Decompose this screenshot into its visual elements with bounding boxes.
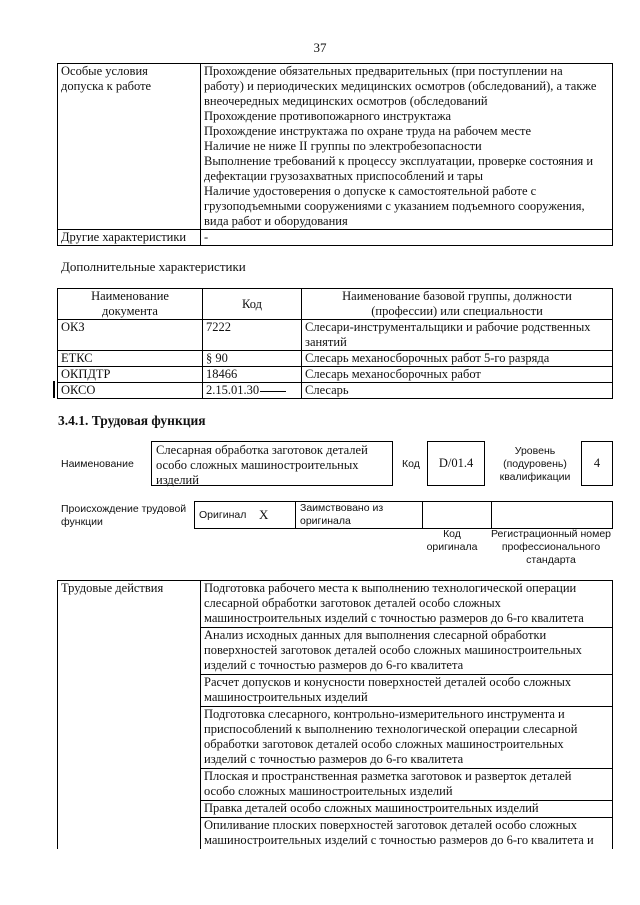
- cell-code: § 90: [203, 351, 302, 367]
- table-row: [58, 383, 613, 399]
- additional-title: Дополнительные характеристики: [61, 259, 246, 274]
- cell-doc: ОКЗ: [58, 320, 203, 351]
- cell-doc: ОКПДТР: [58, 367, 203, 383]
- labor-action-item: Подготовка рабочего места к выполнению технологической операции слесарной обработки заготовок деталей особо сложных машиностроительных изделий с точностью размеров до 6-го квалитета: [201, 581, 613, 628]
- cell-doc: ЕТКС: [58, 351, 203, 367]
- labor-action-item: Расчет допусков и конусности поверхностей деталей особо сложных машиностроительных изделий: [201, 675, 613, 707]
- cell-doc: ОКСО: [58, 383, 203, 399]
- header-name: Наименование базовой группы, должности (профессии) или специальности: [302, 289, 613, 320]
- function-code-label: Код: [402, 458, 420, 470]
- cell-name: Слесарь механосборочных работ 5-го разряда: [302, 351, 613, 367]
- special-conditions-value: Прохождение обязательных предварительных (при поступлении на работу) и периодических медицинских осмотров (обследований), а также внеочередных медицинских осмотров (обследований Прохождение противопожарного инструктажа Прохождение инструктажа по охране труда на рабочем месте Наличие не ниже II группы по электробезопасности Выполнение требований к процессу эксплуатации, проверке состояния и дефектации грузозахватных приспособлений и тары Наличие удостоверения о допуске к самостоятельной работе с грузоподъемными сооружениями с указанием подъемного сооружения, вида работ и оборудования: [201, 64, 613, 230]
- original-code-cell: [423, 502, 492, 529]
- table-row: [195, 502, 613, 529]
- labor-action-item: Опиливание плоских поверхностей заготовок деталей особо сложных машиностроительных изделий с точностью размеров до 6-го квалитета и: [201, 818, 613, 850]
- original-label: Оригинал: [195, 502, 256, 529]
- function-level-box: 4: [581, 441, 613, 486]
- labor-actions-label: Трудовые действия: [58, 581, 201, 850]
- cell-name: Слесарь: [302, 383, 613, 399]
- cell-code: 2.15.01.30: [203, 383, 302, 399]
- cell-name: Слесари-инструментальщики и рабочие родственных занятий: [302, 320, 613, 351]
- cell-name: Слесарь механосборочных работ: [302, 367, 613, 383]
- additional-table: [57, 288, 613, 399]
- labor-action-item: Плоская и пространственная разметка заготовок и разверток деталей особо сложных машиностроительных изделий: [201, 769, 613, 801]
- function-code-box: D/01.4: [427, 441, 485, 486]
- registration-number-cell: [492, 502, 613, 529]
- cell-code: 18466: [203, 367, 302, 383]
- labor-action-item: Анализ исходных данных для выполнения слесарной обработки поверхностей заготовок деталей особо сложных машиностроительных изделий с точностью размеров до 6-го квалитета: [201, 628, 613, 675]
- table-row: [58, 64, 613, 230]
- cell-code: 7222: [203, 320, 302, 351]
- function-name-box: Слесарная обработка заготовок деталей особо сложных машиностроительных изделий: [151, 441, 393, 486]
- table-header-row: [58, 289, 613, 320]
- origin-label: Происхождение трудовой функции: [61, 503, 187, 528]
- margin-marker: [53, 381, 55, 398]
- special-conditions-label: Особые условия допуска к работе: [58, 64, 201, 230]
- labor-actions-table: [57, 580, 613, 849]
- original-mark: X: [255, 502, 296, 529]
- table-row: [58, 320, 613, 351]
- table-row: [58, 581, 613, 628]
- other-characteristics-label: Другие характеристики: [58, 230, 201, 246]
- registration-caption: Регистрационный номер профессионального стандарта: [491, 528, 611, 566]
- function-name-label: Наименование: [61, 458, 134, 470]
- page-number: 37: [313, 40, 327, 55]
- original-code-caption: Код оригинала: [426, 528, 478, 553]
- origin-table: [194, 501, 613, 529]
- function-level-label: Уровень (подуровень) квалификации: [499, 445, 571, 483]
- header-code: Код: [203, 289, 302, 320]
- table-row: [58, 230, 613, 246]
- section-title: 3.4.1. Трудовая функция: [58, 413, 206, 428]
- labor-action-item: Правка деталей особо сложных машиностроительных изделий: [201, 801, 613, 818]
- table-row: [58, 367, 613, 383]
- table-row: [58, 351, 613, 367]
- other-characteristics-value: -: [201, 230, 613, 246]
- borrowed-label: Заимствовано из оригинала: [296, 502, 423, 529]
- underline-dash: [260, 391, 286, 392]
- labor-action-item: Подготовка слесарного, контрольно-измерительного инструмента и приспособлений к выполнению технологической операции слесарной обработки заготовок деталей особо сложных машиностроительных изделий с точностью размеров до 6-го квалитета: [201, 707, 613, 769]
- header-document: Наименование документа: [58, 289, 203, 320]
- conditions-table: [57, 63, 613, 246]
